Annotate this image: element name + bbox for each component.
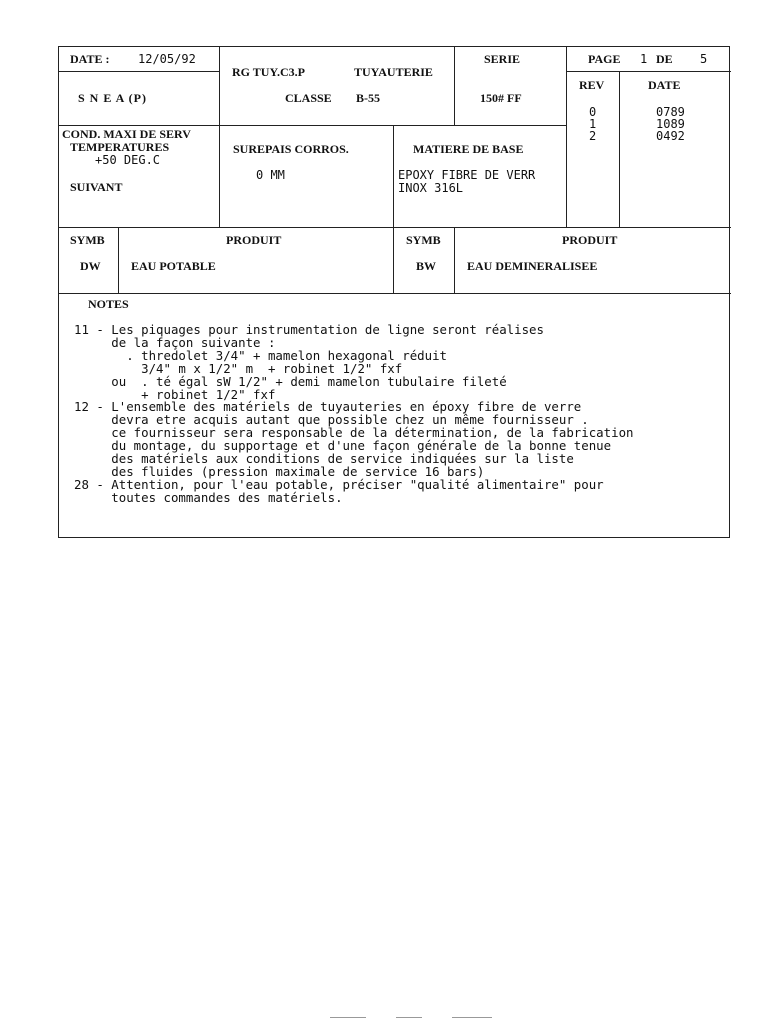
document-category: TUYAUTERIE (354, 65, 433, 79)
page-label: PAGE (588, 52, 621, 66)
fluid-symbol: BW (416, 259, 437, 273)
notes-title: NOTES (88, 297, 129, 311)
surepais-label: SUREPAIS CORROS. (233, 142, 349, 156)
revision-number: 1 (589, 117, 597, 131)
fluid-symbol: DW (80, 259, 101, 273)
scan-artifact (330, 1017, 366, 1018)
note-line: 11 - Les piquages pour instrumentation de ligne seront réalises (74, 322, 544, 337)
note-line: ce fournisseur sera responsable de la détermination, de la fabrication (74, 425, 634, 441)
note-line: . thredolet 3/4" + mamelon hexagonal réduit (74, 347, 447, 363)
revision-number: 0 (589, 105, 597, 119)
rev-date-label: DATE (648, 78, 681, 92)
note-line: 28 - Attention, pour l'eau potable, préciser "qualité alimentaire" pour (74, 476, 604, 492)
rule-v-symb-right (454, 227, 455, 293)
revision-date: 1089 (656, 117, 685, 131)
rev-label: REV (579, 78, 605, 92)
note-line: 12 - L'ensemble des matériels de tuyauteries en époxy fibre de verre (74, 399, 582, 415)
rule-rev-header (566, 71, 731, 72)
note-line: toutes commandes des matériels. (74, 489, 343, 505)
matiere-value: EPOXY FIBRE DE VERR (398, 168, 536, 182)
symb-header: SYMB (406, 233, 441, 247)
page-de: DE (656, 52, 673, 66)
class-value: B-55 (356, 91, 380, 105)
produit-header: PRODUIT (562, 233, 618, 247)
rule-header-bottom (59, 125, 566, 126)
matiere-value-2: INOX 316L (398, 181, 464, 195)
page-total: 5 (700, 52, 708, 66)
rule-v-matiere (393, 125, 394, 293)
rule-fluids-bottom (59, 293, 731, 294)
note-line: 3/4" m x 1/2" m + robinet 1/2" fxf (74, 360, 403, 376)
matiere-label: MATIERE DE BASE (413, 142, 524, 156)
produit-header: PRODUIT (226, 233, 282, 247)
suivant-label: SUIVANT (70, 180, 123, 194)
rule-v-rev (566, 47, 567, 227)
serie-value: 150# FF (480, 91, 522, 105)
date-label: DATE : (70, 52, 110, 66)
note-line: du montage, du supportage et d'une façon générale de la bonne tenue (74, 438, 612, 454)
revision-date: 0789 (656, 105, 685, 119)
surepais-value: 0 MM (256, 168, 285, 182)
note-line: ou . té égal sW 1/2" + demi mamelon tubulaire fileté (74, 373, 507, 389)
scan-artifact (396, 1017, 422, 1018)
note-line: devra etre acquis autant que possible chez un même fournisseur . (74, 412, 589, 428)
rule-v-symb-left (118, 227, 119, 293)
rule-v-serie (454, 47, 455, 125)
fluid-product: EAU DEMINERALISEE (467, 259, 598, 273)
note-line: des fluides (pression maximale de service 16 bars) (74, 463, 485, 479)
note-line: + robinet 1/2" fxf (74, 386, 276, 402)
rule-v-revdate (619, 71, 620, 227)
fluid-product: EAU POTABLE (131, 259, 216, 273)
serie-label: SERIE (484, 52, 521, 66)
temperatures-label: TEMPERATURES (70, 140, 170, 154)
notes-body (74, 324, 634, 505)
rule-v-date (219, 47, 220, 227)
rule-header-mid-left (59, 71, 219, 72)
scan-artifact (452, 1017, 492, 1018)
rule-conditions-bottom (59, 227, 731, 228)
note-line: des matériels aux conditions de service indiquées sur la liste (74, 451, 574, 467)
revision-number: 2 (589, 129, 597, 143)
revision-date: 0492 (656, 129, 685, 143)
class-label: CLASSE (285, 91, 332, 105)
conditions-title: COND. MAXI DE SERV (62, 127, 191, 141)
symb-header: SYMB (70, 233, 105, 247)
note-line: de la façon suivante : (74, 334, 276, 350)
date-value: 12/05/92 (138, 52, 196, 66)
document-reference: RG TUY.C3.P (232, 65, 306, 79)
temperature-value: +50 DEG.C (95, 153, 161, 167)
page-number: 1 (640, 52, 648, 66)
company-name: S N E A (P) (78, 91, 148, 105)
